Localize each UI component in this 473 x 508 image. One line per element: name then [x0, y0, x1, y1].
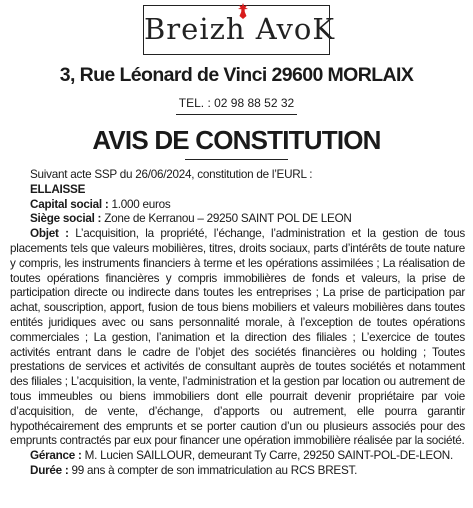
address-line: 3, Rue Léonard de Vinci 29600 MORLAIX	[59, 64, 414, 86]
divider	[176, 114, 297, 115]
duree-label: Durée :	[30, 463, 69, 477]
gerance-value: M. Lucien SAILLOUR, demeurant Ty Carre, 29250 SAINT-POL-DE-LEON.	[81, 449, 453, 463]
duree-value: 99 ans à compter de son immatriculation au RCS BREST.	[68, 463, 358, 477]
siege-line	[10, 212, 465, 227]
capital-label: Capital social :	[30, 197, 109, 211]
siege-value: Zone de Kerranou – 29250 SAINT POL DE LEON	[101, 212, 352, 226]
notice-body	[10, 168, 465, 479]
notice-title: AVIS DE CONSTITUTION	[92, 125, 381, 155]
logo-text: Breizh AvoK	[144, 12, 336, 46]
company-name: ELLAISSE	[30, 182, 86, 196]
gerance-label: Gérance :	[30, 449, 82, 463]
telephone-line: TEL. : 02 98 88 52 32	[178, 96, 295, 110]
duree-line	[10, 464, 465, 479]
capital-line	[10, 198, 465, 213]
capital-value: 1.000 euros	[108, 197, 171, 211]
intro-line: Suivant acte SSP du 26/06/2024, constitution de l’EURL :	[30, 168, 313, 181]
gerance-line	[10, 449, 465, 464]
objet-value: L’acquisition, la propriété, l’échange, l’administration et la gestion de tous placements tels que valeurs mobilières, titres, droits sociaux, parts d’intérêts de toute nature y compris, les instruments financiers à terme et les opérations assimilées ; La réalisation de toutes opérations financières y compris immobilières de fonds et valeurs, la prise de participation directe ou indirecte dans toutes les entreprises ; La prise de participation par achat, souscription, apport, fusion de tous biens mobiliers et valeurs mobilières dans toutes entités juridiques avec ou sans personnalité morale, à l’exception de toutes opérations commerciales ; La gestion, l’animation et la direction des filiales ; L’exercice de toutes activités entrant dans le cadre de l’objet des sociétés financières ou holding ; Toutes prestations de services et activités de consultant auprès de toutes sociétés et notamment des filiales ; L’acquisition, la vente, l’administration et la gestion par location ou autrement de tous immeubles ou biens immobiliers dont elle pourrait devenir propriétaire par voie d’acquisition, de vente, d’échange, d’apports ou autrement, elle pourra garantir hypothécairement des emprunts et se porter caution d’un ou plusieurs associés pour des emprunts contractés par eux pour financer une opération immobilière réalisée par la société.	[10, 227, 465, 448]
siege-label: Siège social :	[30, 212, 102, 226]
logo	[143, 5, 336, 55]
objet-paragraph	[10, 227, 465, 449]
objet-label: Objet :	[30, 227, 69, 241]
divider	[185, 159, 288, 160]
